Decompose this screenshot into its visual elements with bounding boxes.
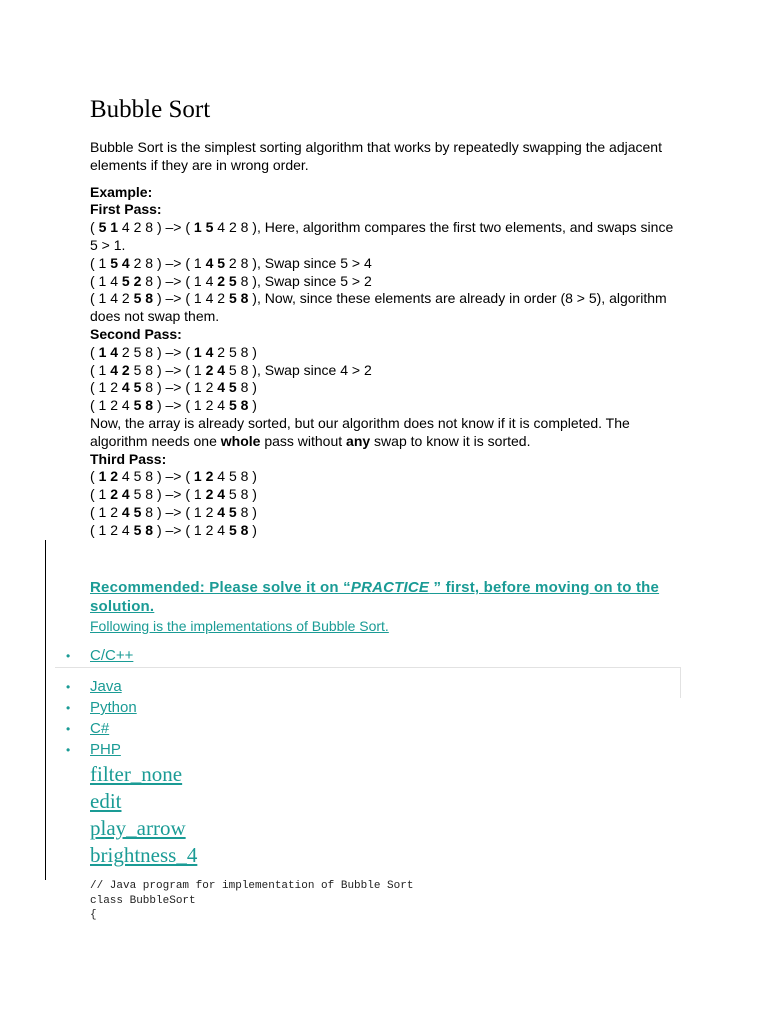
- bold-run: 4 5: [217, 503, 237, 520]
- language-tab-label: C#: [90, 720, 110, 737]
- bold-run: 5 2: [121, 272, 142, 289]
- text-run: 2 8 ), Swap since 5 > 4: [225, 254, 372, 271]
- text-run: pass without: [260, 432, 347, 449]
- text-run: (: [90, 343, 99, 360]
- bold-run: 5 1: [98, 219, 119, 236]
- text-run: 5 8 ) –> ( 1: [129, 361, 206, 378]
- text-run: 5 8 ), Swap since 4 > 2: [225, 361, 372, 378]
- example-step-line: [90, 344, 675, 362]
- filter-none-button[interactable]: filter_none: [90, 762, 183, 786]
- code-tabs-box: [55, 667, 681, 698]
- text-run: ( 1 2: [90, 379, 122, 396]
- text-run: 8 ): [236, 503, 257, 520]
- bold-run: 5 8: [133, 397, 154, 414]
- bullet-icon: •: [66, 680, 71, 694]
- example-label: Example:: [90, 183, 153, 200]
- text-run: 4 5 8 ) –> (: [118, 468, 194, 485]
- text-run: ( 1 2 4: [90, 521, 134, 538]
- example-step-line: [90, 468, 675, 486]
- example-steps: [90, 201, 675, 539]
- bold-run: 5 8: [228, 521, 249, 538]
- bold-run: any: [346, 432, 371, 449]
- text-run: ( 1: [90, 361, 111, 378]
- text-run: 8 ) –> ( 1 2: [141, 379, 218, 396]
- text-run: Third Pass:: [90, 450, 167, 467]
- bold-run: 2 5: [217, 272, 237, 289]
- bullet-icon: •: [66, 701, 71, 715]
- example-step-line: [90, 255, 675, 273]
- example-step-line: [90, 379, 675, 397]
- text-run: ): [248, 397, 257, 414]
- language-tab-java[interactable]: [66, 678, 122, 696]
- text-run: ) –> ( 1 4 2: [153, 290, 229, 307]
- text-run: First Pass:: [90, 201, 162, 218]
- bold-run: 2 4: [205, 361, 226, 378]
- bold-run: 1 4: [193, 343, 214, 360]
- bold-run: whole: [220, 432, 261, 449]
- text-run: ( 1 2 4: [90, 397, 134, 414]
- example-step-line: [90, 522, 675, 540]
- code-line: class BubbleSort: [90, 894, 196, 907]
- recommended-suffix: ” first, before moving on to the solution.: [90, 579, 660, 615]
- text-run: swap to know it is sorted.: [370, 432, 531, 449]
- text-run: ) –> ( 1 2 4: [153, 521, 229, 538]
- text-run: 4 5 8 ): [213, 468, 257, 485]
- bold-run: 1 5: [193, 219, 214, 236]
- recommended-prefix: Recommended: Please solve it on “: [90, 579, 351, 596]
- language-tab-python[interactable]: [66, 699, 137, 717]
- bold-run: 5 8: [228, 290, 249, 307]
- bold-run: 5 8: [133, 521, 154, 538]
- bold-run: 4 5: [217, 379, 237, 396]
- implementations-link[interactable]: Following is the implementations of Bubble Sort.: [90, 618, 389, 634]
- example-step-line: [90, 219, 675, 255]
- example-step-line: [90, 273, 675, 291]
- text-run: 4 2 8 ), Here, algorithm compares the first two elements, and swaps since 5 > 1.: [90, 219, 674, 253]
- pass-heading: [90, 326, 675, 344]
- text-run: 2 5 8 ) –> (: [118, 343, 194, 360]
- text-run: (: [90, 468, 99, 485]
- example-step-line: [90, 290, 675, 326]
- example-step-line: [90, 397, 675, 415]
- text-run: (: [90, 219, 99, 236]
- text-run: ( 1 4 2: [90, 290, 134, 307]
- example-step-line: [90, 415, 675, 451]
- language-tab-c[interactable]: [66, 720, 109, 738]
- bold-run: 1 2: [193, 468, 214, 485]
- code-block: [90, 879, 413, 923]
- text-run: 2 8 ) –> ( 1: [129, 254, 206, 271]
- language-tab-label: PHP: [90, 741, 121, 758]
- pass-heading: [90, 451, 675, 469]
- text-run: 8 ): [236, 379, 257, 396]
- article-body: [90, 139, 675, 540]
- edit-button[interactable]: edit: [90, 789, 122, 813]
- play-arrow-button[interactable]: play_arrow: [90, 816, 186, 840]
- text-run: ): [248, 521, 257, 538]
- bold-run: 4 2: [110, 361, 130, 378]
- example-step-line: [90, 504, 675, 522]
- text-run: Second Pass:: [90, 325, 182, 342]
- text-run: ( 1: [90, 486, 111, 503]
- language-tab-label: Java: [90, 678, 122, 695]
- code-line: {: [90, 909, 97, 921]
- bullet-icon: •: [66, 649, 71, 663]
- text-run: 5 8 ): [225, 486, 257, 503]
- left-margin-rule: [45, 540, 46, 880]
- text-run: ), Now, since these elements are already in order (8 > 5), algorithm does not swap them.: [90, 290, 667, 325]
- language-tab-php[interactable]: [66, 741, 121, 759]
- text-run: ( 1: [90, 254, 111, 271]
- text-run: Now, the array is already sorted, but our algorithm does not know if it is completed. The algorithm needs one: [90, 414, 630, 449]
- bold-run: 5 8: [228, 397, 249, 414]
- bold-run: 1 4: [98, 343, 119, 360]
- code-line: // Java program for implementation of Bubble Sort: [90, 880, 414, 892]
- practice-label: PRACTICE: [350, 579, 430, 596]
- pass-heading: [90, 201, 675, 219]
- text-run: 8 ), Swap since 5 > 2: [236, 272, 372, 289]
- bold-run: 2 4: [110, 486, 130, 503]
- text-run: ( 1 2: [90, 503, 122, 520]
- bold-run: 4 5: [205, 254, 226, 271]
- bold-run: 4 5: [121, 379, 142, 396]
- intro-paragraph: Bubble Sort is the simplest sorting algorithm that works by repeatedly swapping the adjacent elements if they are in wrong order.: [90, 139, 662, 173]
- recommended-practice-link[interactable]: [90, 578, 690, 616]
- bold-run: 4 5: [121, 503, 142, 520]
- example-step-line: [90, 486, 675, 504]
- language-tab-cc[interactable]: [66, 647, 133, 665]
- text-run: ) –> ( 1 2 4: [153, 397, 229, 414]
- bullet-icon: •: [66, 743, 71, 757]
- bold-run: 2 4: [205, 486, 226, 503]
- text-run: 8 ) –> ( 1 4: [141, 272, 218, 289]
- text-run: 5 8 ) –> ( 1: [129, 486, 206, 503]
- text-run: 8 ) –> ( 1 2: [141, 503, 218, 520]
- language-tab-label: Python: [90, 699, 137, 716]
- bold-run: 1 2: [98, 468, 119, 485]
- bold-run: 5 4: [110, 254, 130, 271]
- bullet-icon: •: [66, 722, 71, 736]
- example-step-line: [90, 362, 675, 380]
- text-run: ( 1 4: [90, 272, 122, 289]
- page-title: Bubble Sort: [90, 96, 211, 123]
- brightness-4-button[interactable]: brightness_4: [90, 843, 198, 867]
- language-tab-label: C/C++: [90, 647, 134, 664]
- bold-run: 5 8: [133, 290, 154, 307]
- text-run: 2 5 8 ): [213, 343, 257, 360]
- text-run: 4 2 8 ) –> (: [118, 219, 194, 236]
